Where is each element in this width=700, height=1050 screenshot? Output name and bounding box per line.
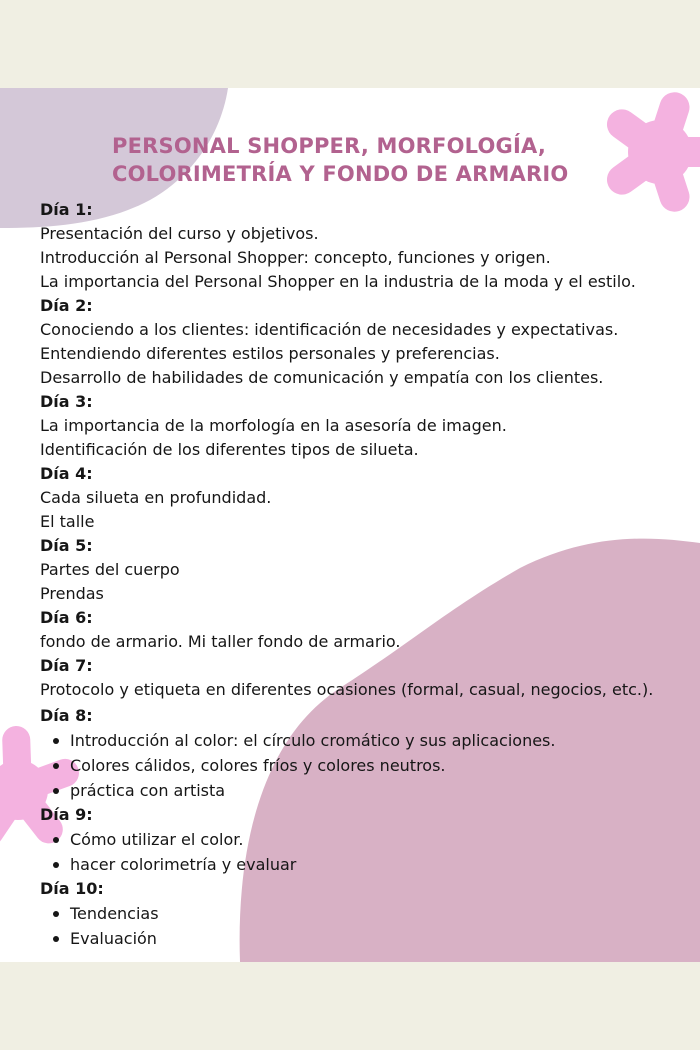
day-heading: Día 5: [40, 536, 93, 555]
day-8-section [40, 704, 680, 803]
bullet-list [40, 728, 680, 803]
day-line: La importancia del Personal Shopper en la industria de la moda y el estilo. [40, 272, 636, 291]
list-item: práctica con artista [40, 778, 680, 803]
page-card [0, 88, 700, 962]
day-heading: Día 7: [40, 656, 93, 675]
day-line: Identificación de los diferentes tipos de silueta. [40, 440, 419, 459]
list-item: hacer colorimetría y evaluar [40, 852, 680, 877]
list-item: Colores cálidos, colores fríos y colores neutros. [40, 753, 680, 778]
day-10-section [40, 877, 680, 951]
day-line: Introducción al Personal Shopper: concepto, funciones y origen. [40, 248, 551, 267]
title-line-2: COLORIMETRÍA Y FONDO DE ARMARIO [112, 162, 569, 186]
day-7-section [40, 654, 680, 702]
day-heading: Día 2: [40, 296, 93, 315]
day-heading: Día 6: [40, 608, 93, 627]
day-line: La importancia de la morfología en la asesoría de imagen. [40, 416, 507, 435]
day-line: Cada silueta en profundidad. [40, 488, 272, 507]
day-2-section [40, 294, 680, 390]
day-4-section [40, 462, 680, 534]
day-line: Protocolo y etiqueta en diferentes ocasiones (formal, casual, negocios, etc.). [40, 680, 654, 699]
day-heading: Día 8: [40, 706, 93, 725]
list-item: Evaluación [40, 926, 680, 951]
day-line: Conociendo a los clientes: identificación de necesidades y expectativas. [40, 320, 619, 339]
day-1-section [40, 198, 680, 294]
list-item: Introducción al color: el círculo cromático y sus aplicaciones. [40, 728, 680, 753]
day-3-section [40, 390, 680, 462]
day-line: Entendiendo diferentes estilos personales y preferencias. [40, 344, 500, 363]
bullet-list [40, 827, 680, 877]
day-5-section [40, 534, 680, 606]
day-heading: Día 1: [40, 200, 93, 219]
day-line: Presentación del curso y objetivos. [40, 224, 319, 243]
day-9-section [40, 803, 680, 877]
page-title [112, 132, 680, 188]
day-line: Prendas [40, 584, 104, 603]
day-heading: Día 9: [40, 805, 93, 824]
day-line: El talle [40, 512, 95, 531]
day-heading: Día 4: [40, 464, 93, 483]
day-heading: Día 10: [40, 879, 104, 898]
list-item: Cómo utilizar el color. [40, 827, 680, 852]
day-6-section [40, 606, 680, 654]
bullet-list [40, 901, 680, 951]
course-content [40, 88, 680, 951]
list-item: Tendencias [40, 901, 680, 926]
title-line-1: PERSONAL SHOPPER, MORFOLOGÍA, [112, 134, 547, 158]
day-line: Partes del cuerpo [40, 560, 180, 579]
day-line: fondo de armario. Mi taller fondo de armario. [40, 632, 401, 651]
day-line: Desarrollo de habilidades de comunicación y empatía con los clientes. [40, 368, 604, 387]
day-heading: Día 3: [40, 392, 93, 411]
